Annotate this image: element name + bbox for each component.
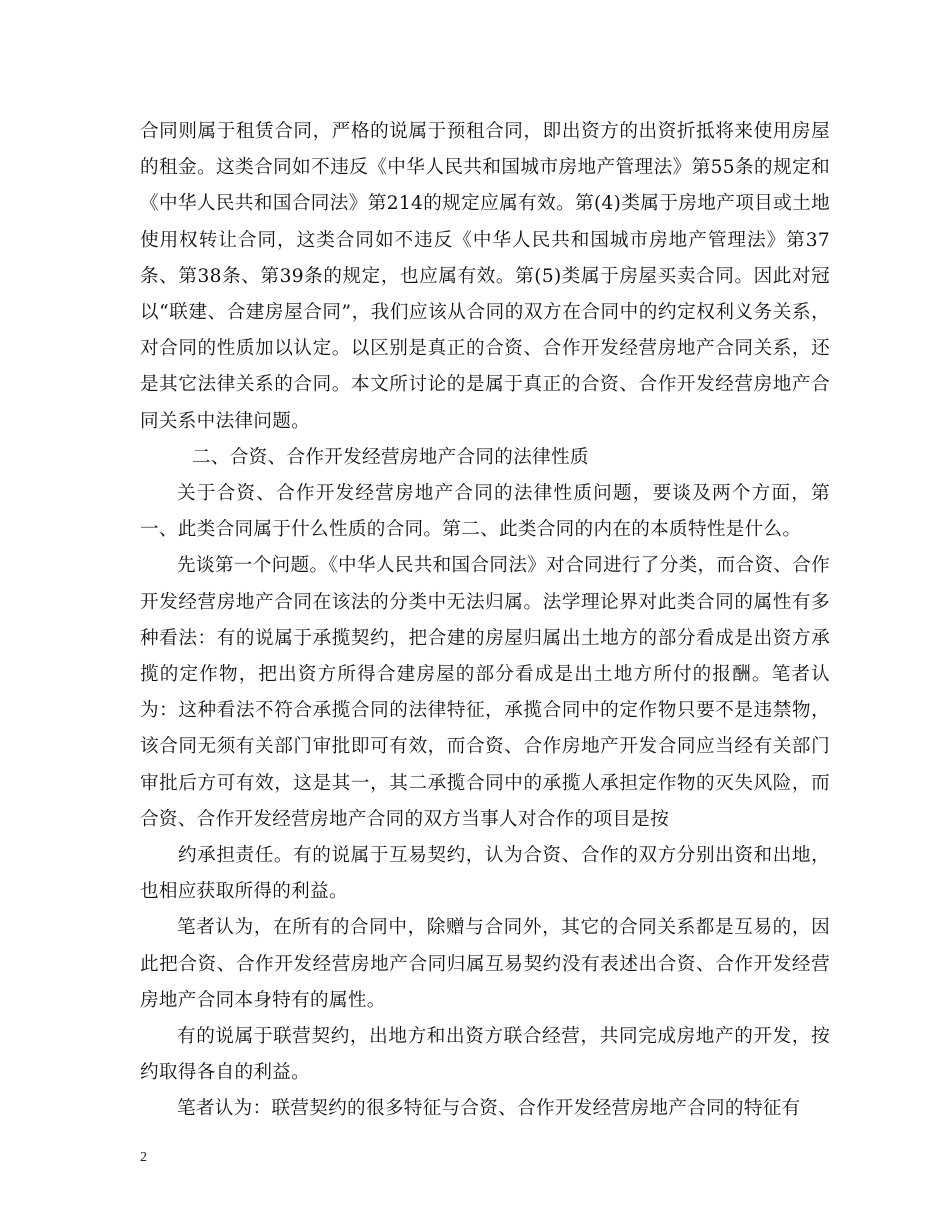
paragraph-5: 笔者认为，在所有的合同中，除赠与合同外，其它的合同关系都是互易的，因此把合资、合作开发经营房地产合同归属互易契约没有表述出合资、合作开发经营房地产合同本身特有的属性。: [140, 917, 830, 1011]
page-body: [140, 114, 830, 1128]
paragraph-4: 约承担责任。有的说属于互易契约，认为合资、合作的双方分别出资和出地，也相应获取所得的利益。: [140, 845, 830, 903]
section-heading: 二、合资、合作开发经营房地产合同的法律性质: [192, 446, 589, 468]
paragraph-6: 有的说属于联营契约，出地方和出资方联合经营，共同完成房地产的开发，按约取得各自的利益。: [140, 1026, 830, 1084]
paragraph-1: 合同则属于租赁合同，严格的说属于预租合同，即出资方的出资折抵将来使用房屋的租金。这类合同如不违反《中华人民共和国城市房地产管理法》第55条的规定和《中华人民共和国合同法》第214的规定应属有效。第(4)类属于房地产项目或土地使用权转让合同，这类合同如不违反《中华人民共和国城市房地产管理法》第37条、第38条、第39条的规定，也应属有效。第(5)类属于房屋买卖合同。因此对冠以“联建、合建房屋合同”，我们应该从合同的双方在合同中的约定权利义务关系，对合同的性质加以认定。以区别是真正的合资、合作开发经营房地产合同关系，还是其它法律关系的合同。本文所讨论的是属于真正的合资、合作开发经营房地产合同关系中法律问题。: [140, 121, 830, 432]
page-number: 2: [140, 1150, 147, 1165]
paragraph-3: 先谈第一个问题。《中华人民共和国合同法》对合同进行了分类，而合资、合作开发经营房地产合同在该法的分类中无法归属。法学理论界对此类合同的属性有多种看法：有的说属于承揽契约，把合建的房屋归属出土地方的部分看成是出资方承揽的定作物，把出资方所得合建房屋的部分看成是出土地方所付的报酬。笔者认为：这种看法不符合承揽合同的法律特征，承揽合同中的定作物只要不是违禁物，该合同无须有关部门审批即可有效，而合资、合作房地产开发合同应当经有关部门审批后方可有效，这是其一，其二承揽合同中的承揽人承担定作物的灭失风险，而合资、合作开发经营房地产合同的双方当事人对合作的项目是按: [140, 555, 830, 830]
paragraph-2: 关于合资、合作开发经营房地产合同的法律性质问题，要谈及两个方面，第一、此类合同属于什么性质的合同。第二、此类合同的内在的本质特性是什么。: [140, 483, 830, 541]
paragraph-7: 笔者认为：联营契约的很多特征与合资、合作开发经营房地产合同的特征有: [177, 1098, 801, 1120]
